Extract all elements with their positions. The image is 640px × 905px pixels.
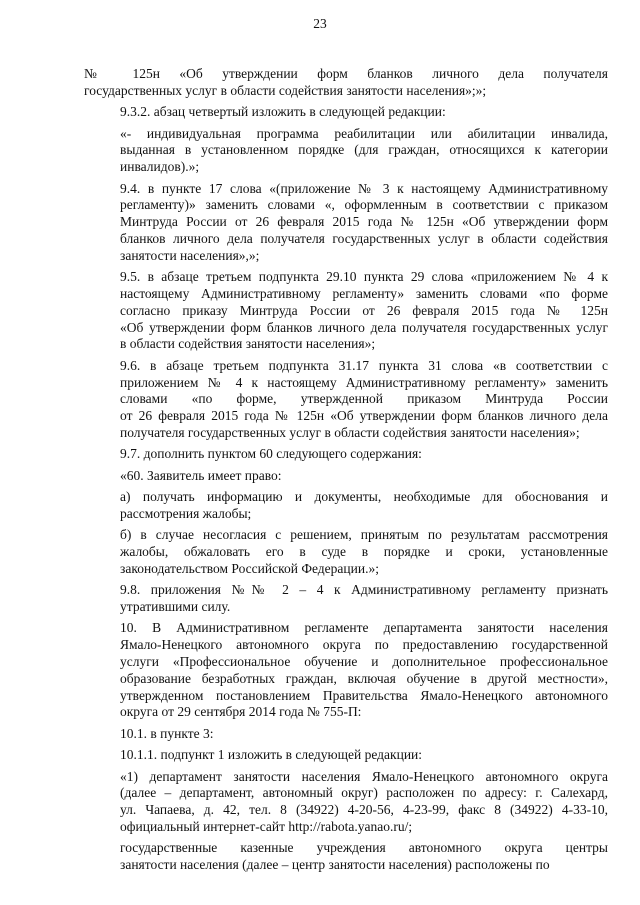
paragraph — [84, 726, 608, 743]
text-line: образование безработных граждан, включая обучение в другой местности», — [120, 670, 608, 686]
paragraph — [84, 769, 608, 836]
text-line: бланков личного дела получателя государственных услуг в области содействия — [120, 230, 608, 246]
text-line: 9.4. в пункте 17 слова «(приложение № 3 к настоящему Административному — [120, 180, 608, 196]
text-line: услуги «Профессиональное обучение и дополнительное профессиональное — [120, 654, 608, 670]
text-line: утратившими силу. — [120, 599, 231, 615]
document-body — [84, 66, 608, 879]
text-line: регламенту)» заменить словами «, оформленным в соответствии с приказом — [120, 197, 608, 213]
text-line: жалобы, обжаловать его в суде в порядке и сроки, установленные — [120, 544, 608, 560]
text-line: 9.6. в абзаце третьем подпункта 31.17 пункта 31 слова «в соответствии с — [120, 357, 608, 373]
text-line: 9.5. в абзаце третьем подпункта 29.10 пункта 29 слова «приложением № 4 к — [120, 269, 608, 285]
text-line: 10. В Административном регламенте департамента занятости населения — [120, 620, 608, 636]
text-line: выданная в установленном порядке (для граждан, относящихся к категории — [120, 142, 608, 158]
paragraph — [84, 104, 608, 121]
text-line: округа от 29 сентября 2014 года № 755-П: — [120, 704, 362, 720]
text-line: официальный интернет-сайт http://rabota.yanao.ru/; — [120, 818, 413, 834]
text-line: Ямало-Ненецкого автономного округа по предоставлению государственной — [120, 637, 608, 653]
text-line: утвержденном постановлением Правительства Ямало-Ненецкого автономного — [120, 687, 608, 703]
paragraph — [84, 840, 608, 874]
text-line: «- индивидуальная программа реабилитации или абилитации инвалида, — [120, 125, 608, 141]
text-line: «60. Заявитель имеет право: — [120, 467, 282, 483]
text-line: государственные казенные учреждения автономного округа центры — [120, 840, 608, 856]
text-line: «Об утверждении форм бланков личного дела получателя государственных услуг — [120, 319, 608, 335]
text-line: 9.8. приложения №№ 2 – 4 к Административному регламенту признать — [120, 582, 608, 598]
text-line: приложением № 4 к настоящему Административному регламенту» заменить — [120, 374, 608, 390]
paragraph — [84, 181, 608, 265]
paragraph — [84, 126, 608, 176]
paragraph — [84, 358, 608, 442]
text-line: 10.1.1. подпункт 1 изложить в следующей редакции: — [120, 747, 423, 763]
paragraph — [84, 582, 608, 616]
text-line: законодательством Российской Федерации.»; — [120, 560, 379, 576]
text-line: № 125н «Об утверждении форм бланков личного дела получателя — [84, 66, 608, 81]
paragraph — [84, 747, 608, 764]
paragraph — [84, 269, 608, 353]
text-line: занятости населения (далее – центр занятости населения) расположены по — [120, 857, 550, 873]
text-line: 9.3.2. абзац четвертый изложить в следующей редакции: — [120, 104, 446, 120]
text-line: а) получать информацию и документы, необходимые для обоснования и — [120, 489, 608, 505]
text-line: «1) департамент занятости населения Ямало-Ненецкого автономного округа — [120, 768, 608, 784]
text-line: ул. Чапаева, д. 42, тел. 8 (34922) 4-20-56, 4-23-99, факс 8 (34922) 4-33-10, — [120, 802, 608, 818]
text-line: 10.1. в пункте 3: — [120, 725, 214, 741]
paragraph — [84, 620, 608, 721]
text-line: (далее – департамент, автономный округ) расположен по адресу: г. Салехард, — [120, 785, 608, 801]
paragraph — [84, 489, 608, 523]
paragraph — [84, 66, 608, 100]
text-line: 9.7. дополнить пунктом 60 следующего содержания: — [120, 446, 422, 462]
text-line: согласно приказу Минтруда России от 26 февраля 2015 года № 125н — [120, 302, 608, 318]
paragraph — [84, 527, 608, 577]
text-line: государственных услуг в области содействия занятости населения»;»; — [84, 82, 487, 98]
page-number: 23 — [313, 16, 327, 31]
text-line: рассмотрения жалобы; — [120, 505, 252, 521]
text-line: словами «по форме, утвержденной приказом Минтруда России — [120, 391, 608, 407]
text-line: Минтруда России от 26 февраля 2015 года № 125н «Об утверждении форм — [120, 214, 608, 230]
text-line: инвалидов).»; — [120, 159, 200, 175]
text-line: занятости населения»,»; — [120, 247, 260, 263]
text-line: в области содействия занятости населения»; — [120, 336, 376, 352]
text-line: настоящему Административному регламенту» заменить словами «по форме — [120, 285, 608, 301]
text-line: получателя государственных услуг в области содействия занятости населения»; — [120, 424, 580, 440]
paragraph — [84, 468, 608, 485]
text-line: б) в случае несогласия с решением, принятым по результатам рассмотрения — [120, 527, 608, 543]
text-line: от 26 февраля 2015 года № 125н «Об утверждении форм бланков личного дела — [120, 408, 608, 424]
paragraph — [84, 446, 608, 463]
